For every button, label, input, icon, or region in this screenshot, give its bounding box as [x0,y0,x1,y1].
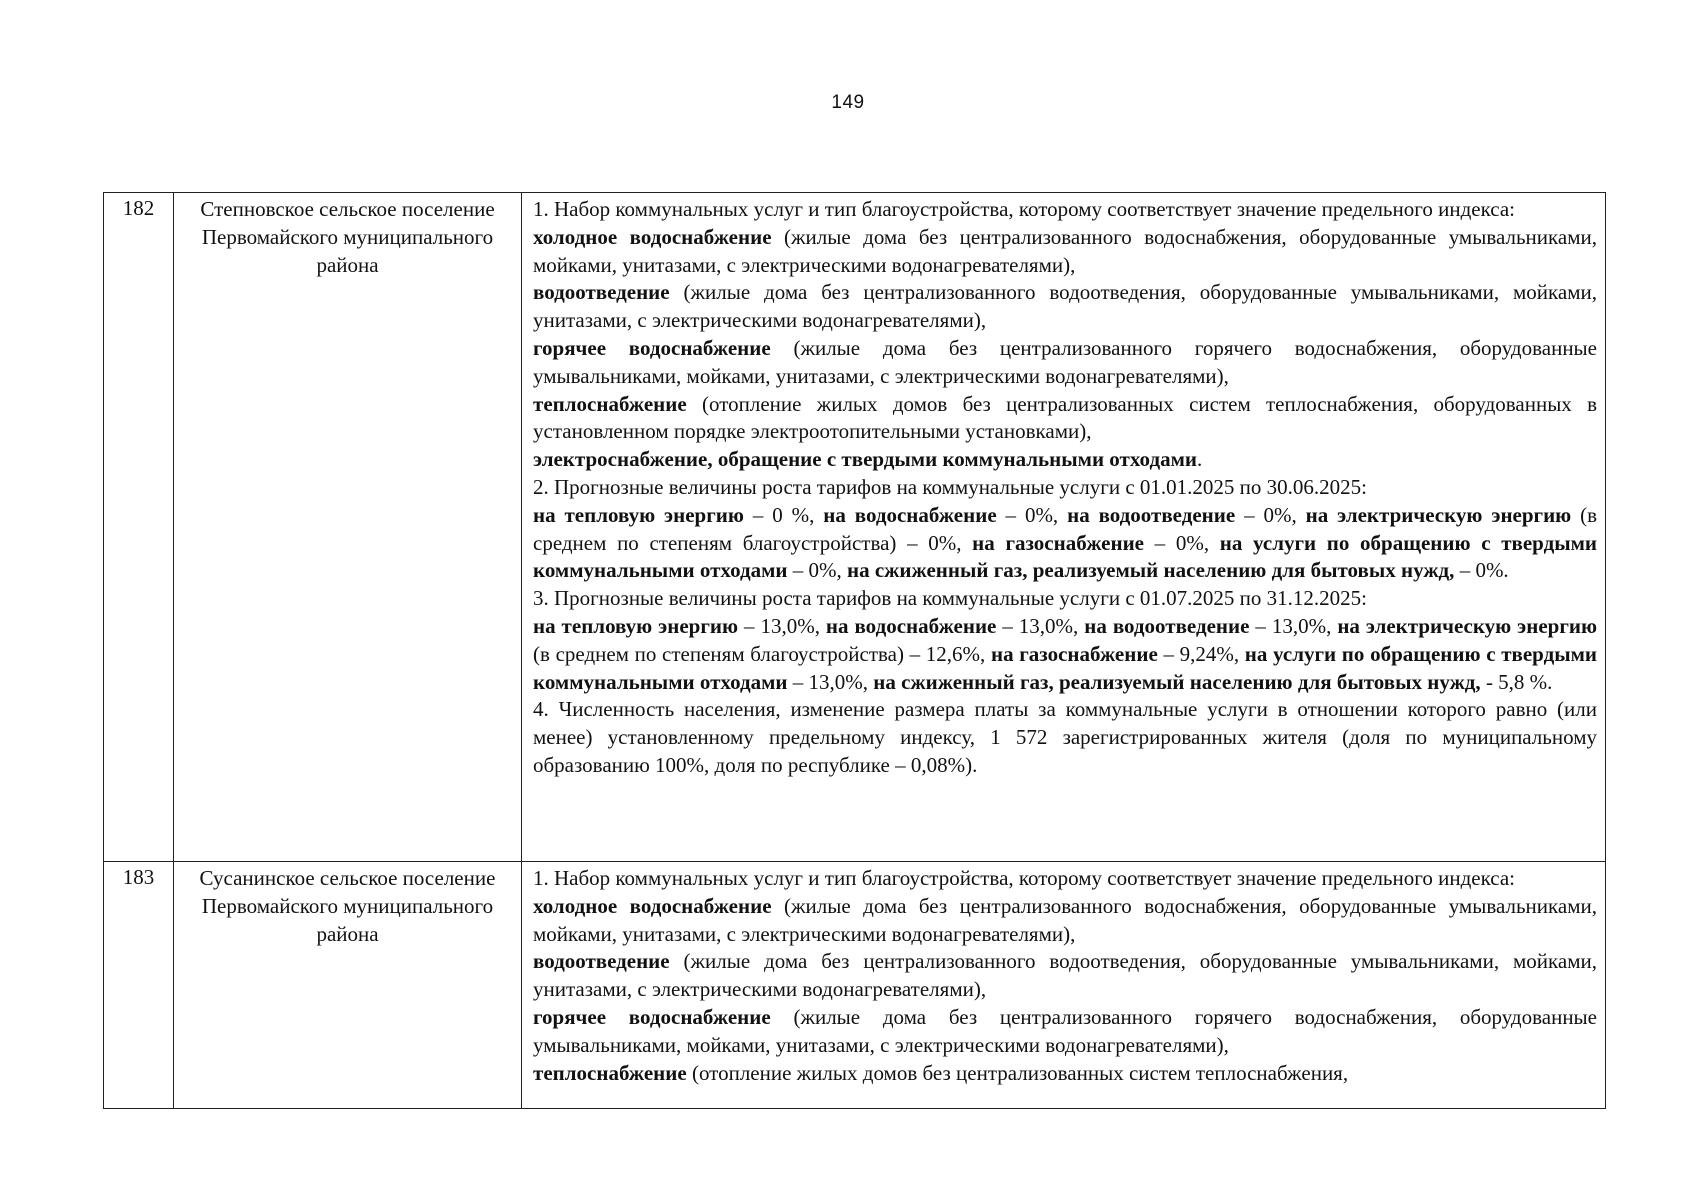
service-cold-water [533,893,1597,949]
forecast-h2-values [533,613,1597,696]
tariff-label: на электрическую энергию [1337,613,1598,638]
services-intro: 1. Набор коммунальных услуг и тип благоустройства, которому соответствует значение предельного индекса: [533,866,1515,890]
tariff-table [103,192,1606,1109]
row-number: 183 [104,862,174,1109]
forecast-h1-intro: 2. Прогнозные величины роста тарифов на коммунальные услуги с 01.01.2025 по 30.06.2025: [533,474,1367,499]
tariff-value: – 13,0%, [996,613,1085,638]
service-label: водоотведение [533,949,670,974]
tariff-value: (в среднем по степеням благоустройства) – 12,6%, [533,641,991,666]
tariff-description [522,862,1606,1109]
municipality-name: Сусанинское сельское поселение Первомайского муниципального района [174,862,522,1109]
tariff-value: - 5,8 %. [1480,669,1553,694]
service-detail: (жилые дома без централизованного водоотведения, оборудованные умывальниками, мойками, унитазами, с электрическими водонагревателями), [533,280,1597,333]
tariff-label: на водоотведение [1067,502,1236,527]
tariff-label: на газоснабжение [972,530,1144,555]
tariff-value: – 13,0%, [738,613,826,638]
service-heating [533,391,1597,447]
forecast-h1-values [533,502,1597,585]
service-detail: (жилые дома без централизованного водоотведения, оборудованные умывальниками, мойками, унитазами, с электрическими водонагревателями), [533,949,1597,1002]
tariff-label: на газоснабжение [990,641,1158,666]
service-heating [533,1060,1597,1088]
tariff-label: на сжиженный газ, реализуемый населению для бытовых нужд, [873,669,1481,694]
tariff-value: – 0%. [1454,558,1509,583]
services-intro: 1. Набор коммунальных услуг и тип благоустройства, которому соответствует значение предельного индекса: [533,197,1515,221]
tariff-label: на услуги по обращению с твердыми коммунальными отходами [533,530,1597,583]
tariff-label: на водоснабжение [825,613,997,638]
service-detail: (отопление жилых домов без централизованных систем теплоснабжения, оборудованных в установленном порядке электроотопительными установками), [533,391,1597,444]
tariff-label: на водоснабжение [823,502,997,527]
service-power-waste [533,446,1597,474]
service-label: холодное водоснабжение [533,224,772,249]
description-viewport [533,865,1597,1103]
service-label: теплоснабжение [533,391,687,416]
service-drainage [533,948,1597,1004]
tariff-label: на услуги по обращению с твердыми коммунальными отходами [533,641,1598,694]
service-detail: (жилые дома без централизованного водоснабжения, оборудованные умывальниками, мойками, унитазами, с электрическими водонагревателями), [533,893,1597,946]
population-info: 4. Численность населения, изменение размера платы за коммунальные услуги в отношении которого равно (или менее) установленному предельному индексу, 1 572 зарегистрированных жителя (доля по муниципальному образованию 100%, доля по республике – 0,08%). [533,697,1597,777]
forecast-h2-intro: 3. Прогнозные величины роста тарифов на коммунальные услуги с 01.07.2025 по 31.12.2025: [533,586,1367,611]
service-label: теплоснабжение [533,1060,687,1085]
row-number: 182 [104,193,174,862]
table-row [104,862,1606,1109]
tariff-value: – 0%, [1235,502,1306,527]
tariff-label: на электрическую энергию [1305,502,1572,527]
service-label: горячее водоснабжение [533,1004,771,1029]
tariff-value: – 0%, [787,558,848,583]
page-number: 149 [831,92,865,113]
service-detail: (жилые дома без централизованного горячего водоснабжения, оборудованные умывальниками, мойками, унитазами, с электрическими водонагревателями), [533,335,1597,388]
service-detail: (жилые дома без централизованного горячего водоснабжения, оборудованные умывальниками, мойками, унитазами, с электрическими водонагревателями), [533,1004,1597,1057]
municipality-name: Степновское сельское поселение Первомайского муниципального района [174,193,522,862]
tariff-label: на тепловую энергию [533,613,739,638]
service-hot-water [533,335,1597,391]
service-cold-water [533,224,1597,280]
tariff-value: – 9,24%, [1157,641,1245,666]
service-label: холодное водоснабжение [533,893,772,918]
service-hot-water [533,1004,1597,1060]
service-label: электроснабжение, обращение с твердыми коммунальными отходами [533,447,1197,472]
service-label: водоотведение [533,280,670,305]
tariff-label: на сжиженный газ, реализуемый населению для бытовых нужд, [847,558,1455,583]
table-row [104,193,1606,862]
tariff-description [522,193,1606,862]
service-detail: (жилые дома без централизованного водоснабжения, оборудованные умывальниками, мойками, унитазами, с электрическими водонагревателями), [533,224,1597,277]
tariff-value: – 13,0%, [787,669,874,694]
service-drainage [533,279,1597,335]
tariff-value: – 13,0%, [1249,613,1338,638]
service-detail: . [1196,447,1203,472]
service-label: горячее водоснабжение [533,335,771,360]
tariff-value: – 0%, [996,502,1068,527]
service-detail: (отопление жилых домов без централизованных систем теплоснабжения, [686,1060,1349,1085]
tariff-value: (в среднем по степеням благоустройства) – 0%, [533,502,1598,555]
tariff-value: – 0 %, [743,502,824,527]
tariff-label: на водоотведение [1084,613,1250,638]
tariff-value: – 0%, [1143,530,1220,555]
tariff-label: на тепловую энергию [533,502,744,527]
